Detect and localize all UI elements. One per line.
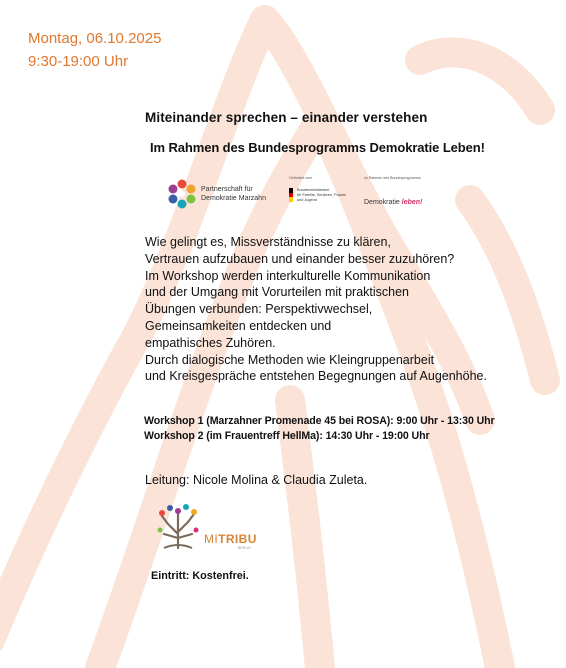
bundesministerium-logo xyxy=(289,176,353,212)
description-line: Gemeinsamkeiten entdecken und xyxy=(145,318,332,333)
event-time: 9:30-19:00 Uhr xyxy=(28,53,129,70)
mitribu-logo xyxy=(150,500,280,554)
tree-icon xyxy=(150,500,206,550)
description-line: und Kreisgespräche entstehen Begegnungen auf Augenhöhe. xyxy=(145,369,487,384)
bund-head: Gefördert vom xyxy=(289,176,312,180)
workshop-schedule xyxy=(144,414,495,444)
dl-head: im Rahmen des Bundesprogramms xyxy=(364,176,421,180)
dl-word1: Demokratie xyxy=(364,199,400,206)
dl-word2: leben! xyxy=(401,199,423,206)
event-description xyxy=(145,234,545,385)
partnerschaft-line2: Demokratie Marzahn xyxy=(201,195,266,202)
description-line: Im Workshop werden interkulturelle Kommunikation xyxy=(145,268,431,283)
partnerschaft-line1: Partnerschaft für xyxy=(201,186,253,193)
description-line: und der Umgang mit Vorurteilen mit praktischen xyxy=(145,285,410,300)
event-date-time xyxy=(28,27,161,73)
workshop-1: Workshop 1 (Marzahner Promenade 45 bei ROSA): 9:00 Uhr - 13:30 Uhr xyxy=(144,415,495,427)
event-date: Montag, 06.10.2025 xyxy=(28,30,162,47)
sponsor-logos xyxy=(164,172,436,216)
workshop-2: Workshop 2 (im Frauentreff HellMa): 14:30 Uhr - 19:00 Uhr xyxy=(144,430,430,442)
description-line: Durch dialogische Methoden wie Kleingruppenarbeit xyxy=(145,352,435,367)
demokratie-leben-logo xyxy=(364,176,436,212)
description-line: empathisches Zuhören. xyxy=(145,335,276,350)
mitribu-wordmark: MITRIBU xyxy=(204,532,257,546)
mitribu-sub: BERLIN xyxy=(238,546,251,550)
partnerschaft-emblem-icon xyxy=(166,178,198,210)
description-line: Wie gelingt es, Missverständnisse zu klären, xyxy=(145,235,391,249)
event-title: Miteinander sprechen – einander verstehen xyxy=(145,110,428,125)
bund-line3: und Jugend xyxy=(297,198,317,202)
eintritt-text: Eintritt: Kostenfrei. xyxy=(151,570,249,582)
leitung-text: Leitung: Nicole Molina & Claudia Zuleta. xyxy=(145,473,368,487)
event-subtitle: Im Rahmen des Bundesprogramms Demokratie Leben! xyxy=(150,140,485,155)
partnerschaft-logo xyxy=(164,176,274,212)
bund-line2: für Familie, Senioren, Frauen xyxy=(297,193,347,197)
description-line: Übungen verbunden: Perspektivwechsel, xyxy=(145,302,373,317)
bund-line1: Bundesministerium xyxy=(297,188,330,192)
german-flag-icon xyxy=(289,188,293,202)
description-line: Vertrauen aufzubauen und einander besser zuzuhören? xyxy=(145,251,455,266)
